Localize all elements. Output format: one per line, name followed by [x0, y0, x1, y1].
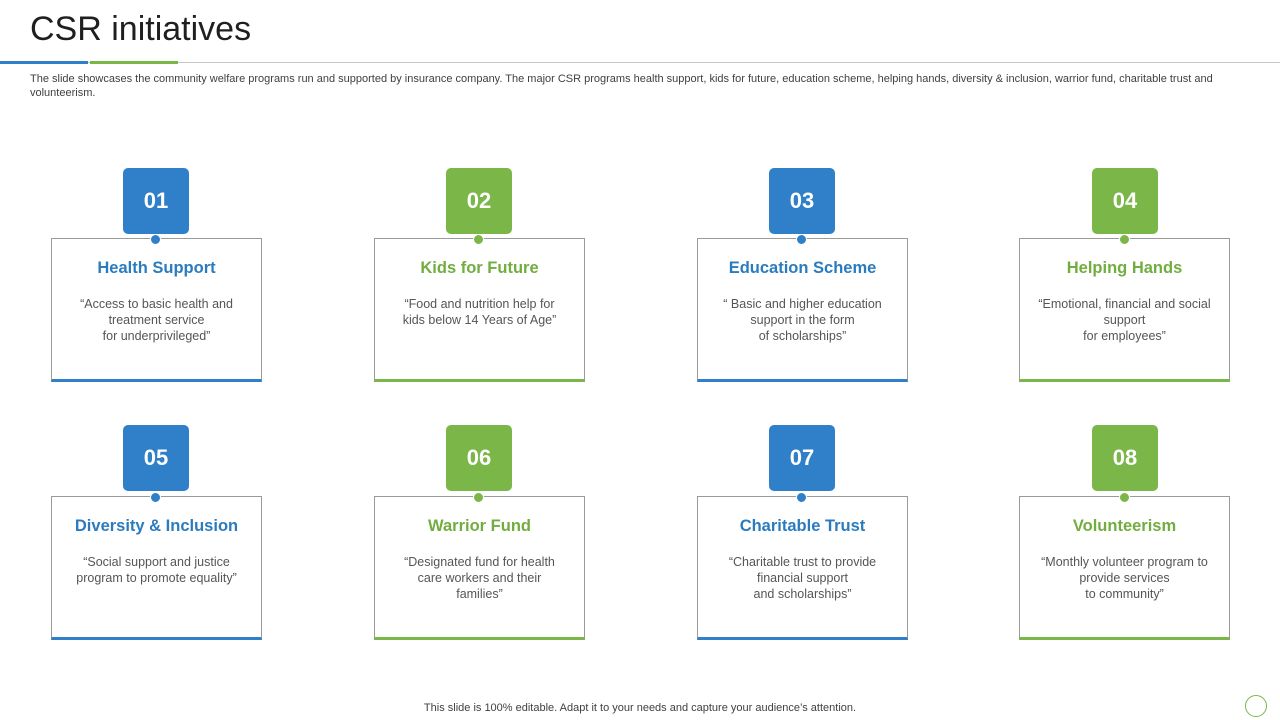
- card-text: “Charitable trust to provide financial support and scholarships”: [728, 555, 877, 601]
- card-volunteerism: [1019, 496, 1230, 640]
- card-title: Volunteerism: [1072, 517, 1177, 535]
- title-divider: [0, 62, 1280, 63]
- connector-dot: [796, 234, 807, 245]
- card-education-scheme: [697, 238, 908, 382]
- connector-dot: [796, 492, 807, 503]
- title-accent-green: [90, 61, 178, 64]
- title-accent-blue: [0, 61, 88, 64]
- card-title: Diversity & Inclusion: [74, 517, 239, 535]
- connector-dot: [473, 234, 484, 245]
- card-warrior-fund: [374, 496, 585, 640]
- connector-dot: [150, 492, 161, 503]
- card-text: “Access to basic health and treatment service for underprivileged”: [80, 297, 233, 343]
- connector-dot: [150, 234, 161, 245]
- card-text: “Emotional, financial and social support for employees”: [1038, 297, 1211, 343]
- number-badge-07: 07: [769, 425, 835, 491]
- card-helping-hands: [1019, 238, 1230, 382]
- number-badge-01: 01: [123, 168, 189, 234]
- card-text: “Monthly volunteer program to provide services to community”: [1041, 555, 1208, 601]
- card-charitable-trust: [697, 496, 908, 640]
- card-title: Charitable Trust: [739, 517, 866, 535]
- number-badge-02: 02: [446, 168, 512, 234]
- card-title: Health Support: [97, 259, 216, 277]
- number-badge-04: 04: [1092, 168, 1158, 234]
- card-health-support: [51, 238, 262, 382]
- connector-dot: [473, 492, 484, 503]
- card-text: “Social support and justice program to promote equality”: [76, 555, 237, 585]
- card-text: “ Basic and higher education support in the form of scholarships”: [723, 297, 882, 343]
- connector-dot: [1119, 492, 1130, 503]
- footer-note: This slide is 100% editable. Adapt it to your needs and capture your audience’s attention.: [423, 702, 857, 714]
- slide-description: The slide showcases the community welfare programs run and supported by insurance company. The major CSR programs health support, kids for future, education scheme, helping hands, diversity & inclusion, warrior fund, charitable trust and volunteerism.: [30, 73, 1213, 99]
- number-badge-03: 03: [769, 168, 835, 234]
- card-title: Education Scheme: [728, 259, 877, 277]
- circle-icon: [1245, 695, 1267, 717]
- slide-title: CSR initiatives: [30, 10, 252, 48]
- number-badge-08: 08: [1092, 425, 1158, 491]
- card-kids-for-future: [374, 238, 585, 382]
- card-text: “Designated fund for health care workers and their families”: [404, 555, 555, 601]
- connector-dot: [1119, 234, 1130, 245]
- card-title: Helping Hands: [1066, 259, 1183, 277]
- card-text: “Food and nutrition help for kids below 14 Years of Age”: [402, 297, 557, 327]
- card-title: Kids for Future: [420, 259, 539, 277]
- number-badge-05: 05: [123, 425, 189, 491]
- card-title: Warrior Fund: [428, 517, 531, 535]
- card-diversity-inclusion: [51, 496, 262, 640]
- number-badge-06: 06: [446, 425, 512, 491]
